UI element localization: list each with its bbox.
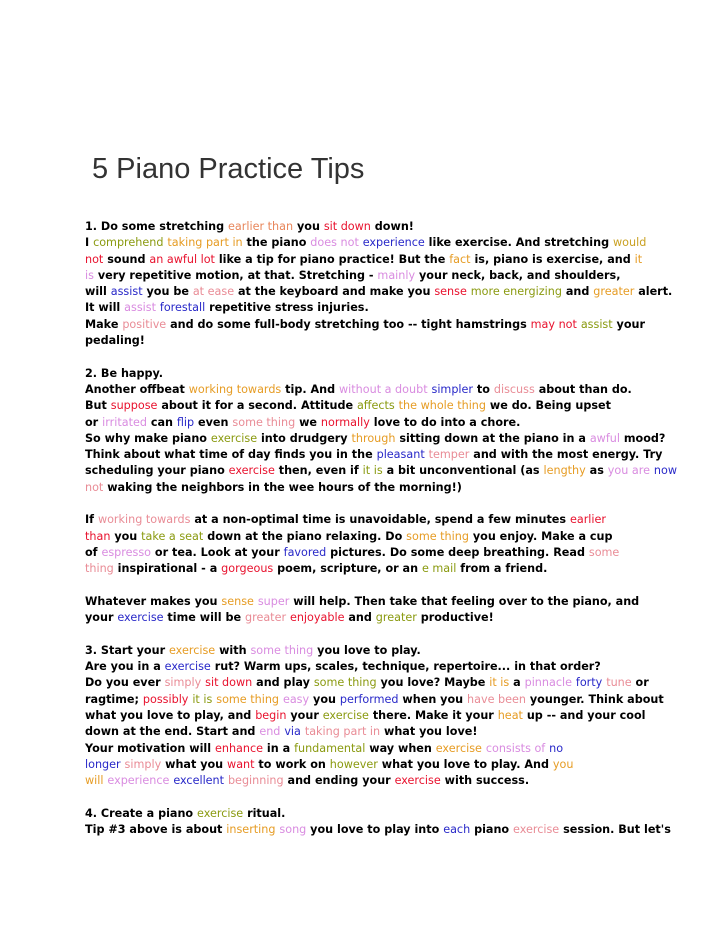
highlighted-word: exercise <box>117 611 164 625</box>
bold-text: Think about what time of day finds you in the <box>85 448 377 462</box>
highlighted-word: some thing <box>406 529 469 543</box>
highlighted-word: exercise <box>513 822 560 836</box>
bold-text: or tea. Look at your <box>151 545 284 559</box>
text-line <box>85 806 645 822</box>
bold-text: with success. <box>440 774 530 788</box>
bold-text: you <box>293 220 324 233</box>
highlighted-word: no <box>549 741 564 755</box>
bold-text: inspirational - a <box>113 562 222 576</box>
highlighted-word: tune <box>606 676 632 690</box>
highlighted-word: some thing <box>313 676 377 690</box>
bold-text: sitting down at the piano in a <box>395 431 590 445</box>
text-line <box>85 333 645 349</box>
highlighted-word: greater <box>375 611 417 625</box>
highlighted-word: some thing <box>250 643 314 657</box>
bold-text: sound <box>103 252 150 266</box>
bold-text: about it for a second. Attitude <box>157 399 357 413</box>
highlighted-word: some thing <box>216 692 280 706</box>
highlighted-word: than <box>85 529 111 543</box>
highlighted-word: super <box>257 594 290 608</box>
bold-text: So why make piano <box>85 431 211 445</box>
bold-text: waking the neighbors in the wee hours of the morning!) <box>103 480 462 494</box>
bold-text: to work on <box>254 757 330 771</box>
text-line <box>85 529 645 545</box>
highlighted-word: exercise <box>394 774 441 788</box>
bold-text: a <box>509 676 525 690</box>
paragraph-spacer <box>85 496 645 512</box>
highlighted-word: working towards <box>97 513 191 527</box>
highlighted-word: assist <box>580 317 613 331</box>
highlighted-word: espresso <box>101 545 152 559</box>
text-line <box>85 235 645 251</box>
bold-text: when you <box>398 692 468 706</box>
bold-text: Tip #3 above is about <box>85 822 227 836</box>
bold-text: will <box>85 285 111 299</box>
highlighted-word: affects <box>356 399 395 413</box>
bold-text: there. Make it your <box>368 708 498 722</box>
bold-text: love to do into a chore. <box>369 415 521 429</box>
bold-text: then, even if <box>274 464 363 478</box>
highlighted-word: simply <box>124 757 162 771</box>
highlighted-word: greater <box>593 285 635 299</box>
highlighted-word: take a seat <box>141 529 204 543</box>
bold-text: your <box>85 611 118 625</box>
bold-text: Your motivation will <box>85 741 215 755</box>
highlighted-word: assist <box>124 301 156 315</box>
bold-text: you love? Maybe <box>376 676 490 690</box>
highlighted-word: song <box>279 822 307 836</box>
text-line <box>85 643 645 659</box>
bold-text: you be <box>142 285 193 299</box>
bold-text: and with the most energy. Try <box>469 448 663 462</box>
bold-text: as <box>585 464 608 478</box>
highlighted-word: awful <box>589 431 620 445</box>
bold-text: from a friend. <box>456 562 548 576</box>
highlighted-word: would <box>613 236 647 250</box>
highlighted-word: working towards <box>188 382 282 396</box>
highlighted-word: temper <box>428 448 470 462</box>
bold-text: Make <box>85 317 123 331</box>
highlighted-word: taking part in <box>167 236 243 250</box>
bold-text: or <box>85 415 103 429</box>
bold-text: what you love! <box>380 725 478 739</box>
bold-text: tip. And <box>281 382 340 396</box>
highlighted-word: simply <box>164 676 202 690</box>
highlighted-word: assist <box>110 285 143 299</box>
text-line <box>85 447 663 463</box>
bold-text: your <box>286 708 323 722</box>
text-line <box>85 382 645 398</box>
text-line <box>85 252 645 268</box>
bold-text: down at the piano relaxing. Do <box>203 529 407 543</box>
highlighted-word: consists of <box>485 741 546 755</box>
highlighted-word: it is <box>362 464 383 478</box>
text-line <box>85 594 645 610</box>
bold-text: and do some full-body stretching too -- tight hamstrings <box>166 317 531 331</box>
highlighted-word: earlier <box>569 513 606 527</box>
bold-text: 3. Start your <box>85 643 169 657</box>
bold-text: we <box>295 415 321 429</box>
bold-text: what you love to play, and <box>85 708 256 722</box>
bold-text: productive! <box>416 611 494 625</box>
text-line <box>85 431 666 447</box>
highlighted-word: each <box>443 822 471 836</box>
bold-text: you love to play. <box>313 643 421 657</box>
bold-text: I <box>85 236 94 250</box>
highlighted-word: normally <box>320 415 370 429</box>
paragraph-spacer <box>85 789 645 805</box>
text-line <box>85 545 645 561</box>
highlighted-word: the whole thing <box>398 399 486 413</box>
bold-text: alert. <box>634 285 673 299</box>
bold-text: your neck, back, and shoulders, <box>415 268 621 282</box>
bold-text: we do. Being upset <box>486 399 611 413</box>
text-line <box>85 708 645 724</box>
text-line <box>85 610 645 626</box>
highlighted-word: exercise <box>169 643 216 657</box>
highlighted-word: exercise <box>210 431 258 445</box>
bold-text: or <box>631 676 649 690</box>
text-line <box>85 757 645 773</box>
highlighted-word: you <box>552 757 574 771</box>
highlighted-word: more energizing <box>470 285 562 299</box>
highlighted-word: experience <box>107 774 170 788</box>
highlighted-word: irritated <box>102 415 147 429</box>
bold-text: repetitive stress injuries. <box>205 301 369 315</box>
highlighted-word: sense <box>434 285 467 299</box>
bold-text: It will <box>85 301 125 315</box>
bold-text: down! <box>370 220 414 233</box>
highlighted-word: some <box>588 545 620 559</box>
text-line <box>85 463 677 479</box>
bold-text: you <box>110 529 142 543</box>
bold-text: Are you in a <box>85 660 165 674</box>
bold-text: rut? Warm ups, scales, technique, repertoire... in that order? <box>210 660 601 674</box>
text-line <box>85 415 645 431</box>
highlighted-word: forty <box>575 676 603 690</box>
highlighted-word: performed <box>339 692 399 706</box>
highlighted-word: end <box>259 725 281 739</box>
highlighted-word: pinnacle <box>524 676 572 690</box>
text-line <box>85 512 645 528</box>
page-title: 5 Piano Practice Tips <box>92 153 365 185</box>
bold-text: way when <box>365 741 436 755</box>
bold-text: pictures. Do some deep breathing. Read <box>326 545 589 559</box>
highlighted-word: at ease <box>192 285 235 299</box>
bold-text: pedaling! <box>85 334 145 348</box>
highlighted-word: inserting <box>226 822 276 836</box>
bold-text: Another offbeat <box>85 382 189 396</box>
highlighted-word: have been <box>467 692 526 706</box>
bold-text: If <box>85 513 98 527</box>
text-line <box>85 724 645 740</box>
highlighted-word: thing <box>85 562 114 576</box>
bold-text: a bit unconventional (as <box>382 464 544 478</box>
highlighted-word: simpler <box>431 382 474 396</box>
bold-text: of <box>85 545 102 559</box>
highlighted-word: longer <box>85 757 121 771</box>
highlighted-word: some thing <box>232 415 296 429</box>
bold-text: session. But let's <box>559 822 671 836</box>
highlighted-word: positive <box>122 317 167 331</box>
bold-text: time will be <box>163 611 245 625</box>
bold-text: younger. Think about <box>525 692 664 706</box>
bold-text: 4. Create a piano <box>85 806 198 820</box>
highlighted-word: favored <box>283 545 327 559</box>
highlighted-word: may not <box>530 317 577 331</box>
highlighted-word: sit down <box>205 676 253 690</box>
highlighted-word: exercise <box>228 464 275 478</box>
highlighted-word: exercise <box>322 708 369 722</box>
text-line <box>85 268 645 284</box>
bold-text: can <box>146 415 177 429</box>
highlighted-word: now <box>653 464 677 478</box>
bold-text: in a <box>263 741 295 755</box>
text-line <box>85 659 645 675</box>
bold-text: you enjoy. Make a cup <box>468 529 613 543</box>
bold-text: Do you ever <box>85 676 165 690</box>
text-line <box>85 284 673 300</box>
highlighted-word: not <box>85 252 104 266</box>
highlighted-word: fact <box>449 252 471 266</box>
bold-text: at a non-optimal time is unavoidable, spend a few minutes <box>190 513 570 527</box>
bold-text: But <box>85 399 111 413</box>
bold-text: piano <box>470 822 514 836</box>
bold-text: the piano <box>242 236 311 250</box>
bold-text: to <box>473 382 494 396</box>
highlighted-word: it is <box>192 692 213 706</box>
highlighted-word: without a doubt <box>339 382 428 396</box>
bold-text: will help. Then take that feeling over to the piano, and <box>289 594 640 608</box>
bold-text: you <box>309 692 340 706</box>
text-line <box>85 219 645 235</box>
highlighted-word: fundamental <box>294 741 366 755</box>
bold-text: at the keyboard and make you <box>234 285 435 299</box>
bold-text: into drudgery <box>257 431 352 445</box>
highlighted-word: experience <box>362 236 425 250</box>
highlighted-word: possibly <box>142 692 189 706</box>
highlighted-word: excellent <box>173 774 225 788</box>
bold-text: ritual. <box>243 806 286 820</box>
highlighted-word: discuss <box>493 382 535 396</box>
text-line <box>85 561 645 577</box>
highlighted-word: earlier than <box>228 220 294 233</box>
text-line <box>85 366 645 382</box>
bold-text: and <box>561 285 594 299</box>
bold-text: with <box>215 643 251 657</box>
bold-text: about than do. <box>534 382 632 396</box>
bold-text: is, piano is exercise, and <box>470 252 635 266</box>
bold-text: and ending your <box>283 774 395 788</box>
bold-text: what you love to play. And <box>377 757 553 771</box>
bold-text: scheduling your piano <box>85 464 229 478</box>
highlighted-word: an awful lot <box>149 252 215 266</box>
highlighted-word: is <box>85 268 94 282</box>
text-line <box>85 480 645 496</box>
text-line <box>85 300 645 316</box>
text-line <box>85 822 671 838</box>
highlighted-word: greater <box>244 611 287 625</box>
bold-text: mood? <box>619 431 666 445</box>
highlighted-word: mainly <box>377 268 416 282</box>
highlighted-word: gorgeous <box>221 562 274 576</box>
bold-text: like a tip for piano practice! But the <box>214 252 450 266</box>
highlighted-word: taking part in <box>304 725 381 739</box>
bold-text: poem, scripture, or an <box>273 562 422 576</box>
paragraph-spacer <box>85 626 645 642</box>
bold-text: up -- and your cool <box>522 708 646 722</box>
bold-text: 2. Be happy. <box>85 366 163 380</box>
highlighted-word: not <box>85 480 104 494</box>
bold-text: ragtime; <box>85 692 143 706</box>
highlighted-word: sit down <box>323 220 371 233</box>
bold-text: Whatever makes you <box>85 594 222 608</box>
highlighted-word: you are <box>607 464 650 478</box>
highlighted-word: comprehend <box>93 236 164 250</box>
paragraph-spacer <box>85 349 645 365</box>
highlighted-word: lengthy <box>543 464 586 478</box>
highlighted-word: beginning <box>227 774 284 788</box>
highlighted-word: flip <box>176 415 195 429</box>
highlighted-word: enjoyable <box>289 611 345 625</box>
highlighted-word: through <box>351 431 396 445</box>
highlighted-word: exercise <box>435 741 482 755</box>
bold-text: what you <box>161 757 228 771</box>
highlighted-word: forestall <box>159 301 206 315</box>
highlighted-word: want <box>227 757 255 771</box>
highlighted-word: easy <box>282 692 310 706</box>
highlighted-word: does not <box>310 236 359 250</box>
text-line <box>85 773 645 789</box>
highlighted-word: via <box>284 725 301 739</box>
highlighted-word: however <box>329 757 378 771</box>
text-line <box>85 692 664 708</box>
highlighted-word: will <box>85 774 104 788</box>
highlighted-word: e mail <box>421 562 457 576</box>
bold-text: and <box>344 611 376 625</box>
highlighted-word: it <box>634 252 643 266</box>
highlighted-word: exercise <box>164 660 211 674</box>
bold-text: down at the end. Start and <box>85 725 260 739</box>
text-line <box>85 741 645 757</box>
highlighted-word: it is <box>489 676 510 690</box>
bold-text: you love to play into <box>306 822 444 836</box>
highlighted-word: heat <box>497 708 523 722</box>
bold-text: your <box>612 317 646 331</box>
highlighted-word: sense <box>221 594 254 608</box>
text-line <box>85 398 645 414</box>
highlighted-word: exercise <box>197 806 244 820</box>
text-line <box>85 317 645 333</box>
document-body <box>85 219 677 838</box>
text-line <box>85 675 649 691</box>
bold-text: very repetitive motion, at that. Stretching - <box>93 268 378 282</box>
highlighted-word: pleasant <box>376 448 425 462</box>
bold-text: 1. Do some stretching <box>85 220 229 233</box>
highlighted-word: enhance <box>214 741 264 755</box>
bold-text: and play <box>252 676 314 690</box>
highlighted-word: begin <box>255 708 287 722</box>
highlighted-word: suppose <box>110 399 158 413</box>
bold-text: even <box>194 415 233 429</box>
paragraph-spacer <box>85 578 645 594</box>
bold-text: like exercise. And stretching <box>424 236 614 250</box>
